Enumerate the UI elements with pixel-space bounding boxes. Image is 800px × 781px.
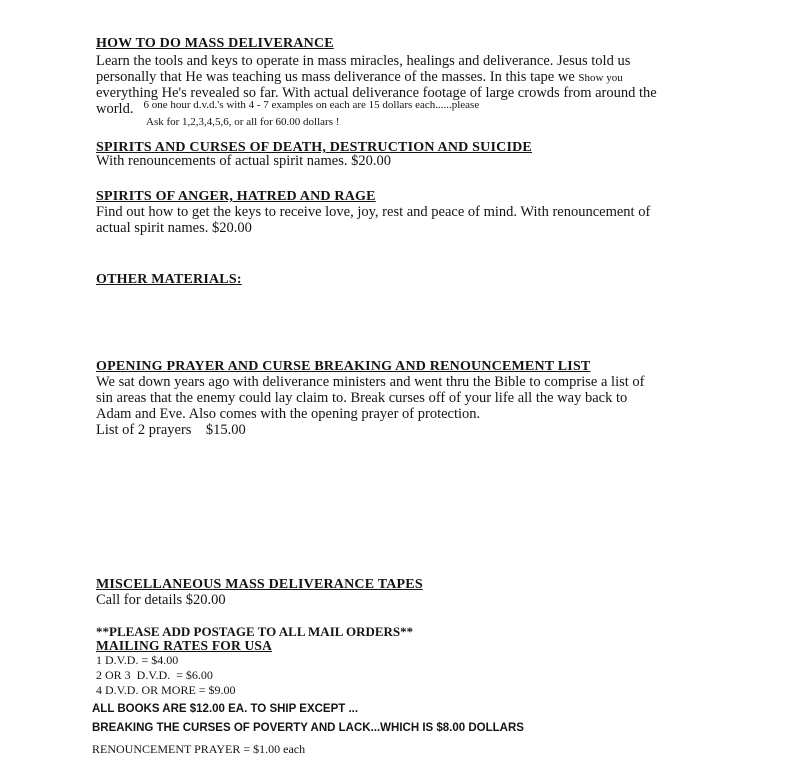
misc-tapes-heading: MISCELLANEOUS MASS DELIVERANCE TAPES xyxy=(96,577,423,592)
opening-prayer-section xyxy=(96,357,590,375)
mass-deliverance-line-3: everything He's revealed so far. With actual deliverance footage of large crowds from around the xyxy=(96,85,657,101)
anger-line-1: Find out how to get the keys to receive love, joy, rest and peace of mind. With renouncement of xyxy=(96,204,651,220)
books-shipping-note: ALL BOOKS ARE $12.00 EA. TO SHIP EXCEPT ... xyxy=(92,703,359,715)
mailing-rates-list xyxy=(96,653,236,698)
mass-deliverance-line-2a: personally that He was teaching us mass deliverance of the masses. In this tape we xyxy=(96,69,575,85)
rate-4-dvd: 4 D.V.D. OR MORE = $9.00 xyxy=(96,683,236,697)
mass-deliverance-line-2b: Show you xyxy=(578,72,623,84)
rate-1-dvd: 1 D.V.D. = $4.00 xyxy=(96,653,179,667)
death-curses-heading: SPIRITS AND CURSES OF DEATH, DESTRUCTION AND SUICIDE xyxy=(96,140,532,155)
other-materials-heading: OTHER MATERIALS: xyxy=(96,272,242,287)
opening-prayer-line-2: sin areas that the enemy could lay claim to. Break curses off of your life all the way back to xyxy=(96,390,628,406)
mass-deliverance-section xyxy=(96,34,334,52)
death-curses-line-1: With renouncements of actual spirit names. $20.00 xyxy=(96,153,391,169)
anger-line-2: actual spirit names. $20.00 xyxy=(96,220,252,236)
renouncement-prayer-price: RENOUNCEMENT PRAYER = $1.00 each xyxy=(92,742,306,756)
mass-deliverance-line-5: Ask for 1,2,3,4,5,6, or all for 60.00 dollars ! xyxy=(146,116,340,128)
mass-deliverance-body xyxy=(96,53,666,101)
mass-deliverance-line-4a: world. xyxy=(96,101,134,117)
opening-prayer-line-4: List of 2 prayers $15.00 xyxy=(96,422,246,438)
poverty-curses-note: BREAKING THE CURSES OF POVERTY AND LACK...WHICH IS $8.00 DOLLARS xyxy=(92,722,524,734)
opening-prayer-body xyxy=(96,374,666,438)
misc-tapes-section xyxy=(96,575,423,593)
mailing-rates-heading: MAILING RATES FOR USA xyxy=(96,638,273,653)
opening-prayer-heading: OPENING PRAYER AND CURSE BREAKING AND RENOUNCEMENT LIST xyxy=(96,359,591,374)
anger-body xyxy=(96,204,666,236)
postage-notice: **PLEASE ADD POSTAGE TO ALL MAIL ORDERS** xyxy=(96,624,414,639)
mass-deliverance-line-2 xyxy=(96,69,666,85)
mass-deliverance-line-1: Learn the tools and keys to operate in mass miracles, healings and deliverance. Jesus told us xyxy=(96,53,631,69)
rate-2-3-dvd: 2 OR 3 D.V.D. = $6.00 xyxy=(96,668,213,682)
opening-prayer-line-1: We sat down years ago with deliverance ministers and went thru the Bible to comprise a list of xyxy=(96,374,645,390)
mass-deliverance-line-4b: 6 one hour d.v.d.'s with 4 - 7 examples on each are 15 dollars each......please xyxy=(143,99,480,111)
mass-deliverance-heading: HOW TO DO MASS DELIVERANCE xyxy=(96,36,334,51)
opening-prayer-line-3: Adam and Eve. Also comes with the opening prayer of protection. xyxy=(96,406,481,422)
anger-section xyxy=(96,187,376,205)
anger-heading: SPIRITS OF ANGER, HATRED AND RAGE xyxy=(96,189,376,204)
misc-tapes-line-1: Call for details $20.00 xyxy=(96,592,226,608)
other-materials-section xyxy=(96,270,242,288)
